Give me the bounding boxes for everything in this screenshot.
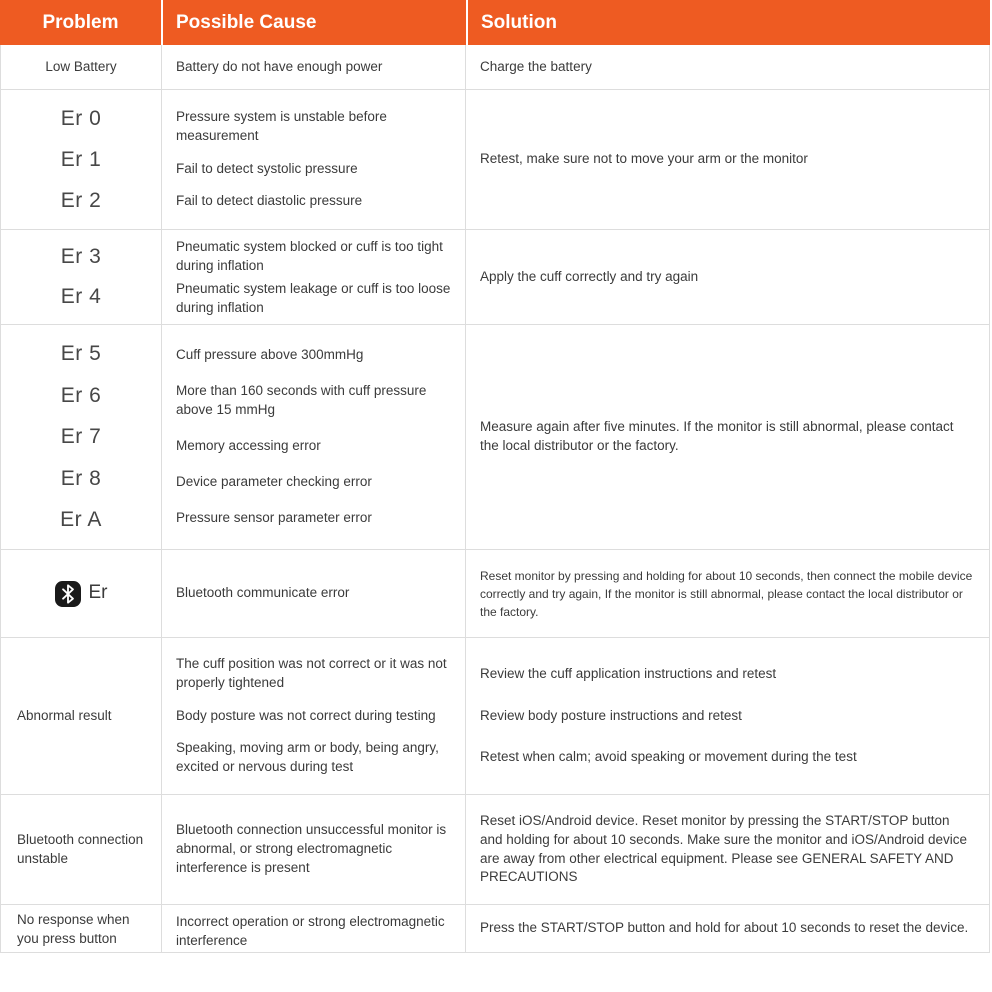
cause-text: Speaking, moving arm or body, being angry, excited or nervous during test <box>176 739 439 774</box>
cause-text: Body posture was not correct during testing <box>176 707 436 723</box>
cause-cell <box>161 325 466 549</box>
cause-cell <box>161 638 466 794</box>
problem-label: Bluetooth connection unstable <box>17 831 144 866</box>
header-possible-cause: Possible Cause <box>161 0 466 45</box>
cause-cell <box>161 90 466 229</box>
table-row <box>1 90 989 230</box>
problem-label: No response when you press button <box>17 912 130 946</box>
cause-text: Fail to detect systolic pressure <box>176 160 358 176</box>
solution-cell <box>466 45 989 89</box>
problem-cell <box>1 90 161 229</box>
problem-cell <box>1 795 161 904</box>
solution-text: Measure again after five minutes. If the monitor is still abnormal, please contact the local distributor or the factory. <box>480 419 954 453</box>
cause-cell <box>161 905 466 952</box>
problem-cell <box>1 550 161 637</box>
solution-cell <box>466 905 989 952</box>
cause-cell <box>161 550 466 637</box>
problem-cell <box>1 905 161 952</box>
solution-text: Reset iOS/Android device. Reset monitor by pressing the START/STOP button and holding for about 10 seconds. Make sure the monitor and iOS/Android device are away from other electrical equipment. Please see GENERAL SAFETY AND PRECAUTIONS <box>480 812 968 885</box>
cause-text: More than 160 seconds with cuff pressure above 15 mmHg <box>176 383 427 417</box>
cause-text: Battery do not have enough power <box>176 58 383 74</box>
solution-cell <box>466 230 989 324</box>
header-solution: Solution <box>466 0 990 45</box>
solution-cell <box>466 325 989 549</box>
cause-text: Bluetooth connection unsuccessful monitor is abnormal, or strong electromagnetic interference is present <box>176 822 447 875</box>
problem-label: Er 4 <box>60 285 102 309</box>
table-row <box>1 550 989 638</box>
table-row <box>1 325 989 550</box>
solution-cell <box>466 550 989 637</box>
solution-cell <box>466 795 989 904</box>
solution-text: Retest when calm; avoid speaking or movement during the test <box>480 749 857 765</box>
problem-label: Er 7 <box>60 425 102 449</box>
problem-label: Low Battery <box>45 58 117 74</box>
table-body <box>0 45 990 953</box>
cause-text: Pressure system is unstable before measurement <box>176 108 387 143</box>
problem-label: Er 2 <box>60 188 102 212</box>
cause-text: Pneumatic system leakage or cuff is too loose during inflation <box>176 280 451 315</box>
problem-cell <box>1 638 161 794</box>
table-row <box>1 795 989 905</box>
solution-text: Reset monitor by pressing and holding for about 10 seconds, then connect the mobile device correctly and try again, If the monitor is still abnormal, please contact the local distributor or the factory. <box>480 568 973 619</box>
solution-text: Press the START/STOP button and hold for about 10 seconds to reset the device. <box>480 920 969 936</box>
bluetooth-icon <box>55 581 81 607</box>
table-header <box>0 0 990 45</box>
cause-text: Pressure sensor parameter error <box>176 510 372 525</box>
problem-label-text: Er <box>88 582 108 604</box>
cause-text: Pneumatic system blocked or cuff is too tight during inflation <box>176 239 443 273</box>
problem-label: Er A <box>60 508 102 532</box>
cause-text: Memory accessing error <box>176 438 321 453</box>
solution-text: Retest, make sure not to move your arm or the monitor <box>480 151 808 167</box>
problem-cell <box>1 325 161 549</box>
solution-cell <box>466 638 989 794</box>
problem-label: Er 5 <box>60 342 102 366</box>
table-row <box>1 230 989 325</box>
problem-cell <box>1 45 161 89</box>
table-row <box>1 45 989 90</box>
solution-text: Apply the cuff correctly and try again <box>480 268 699 284</box>
solution-text: Charge the battery <box>480 58 592 74</box>
table-row <box>1 905 989 952</box>
cause-text: Device parameter checking error <box>176 474 372 489</box>
problem-label: Er 1 <box>60 147 102 171</box>
header-problem: Problem <box>42 11 119 33</box>
cause-cell <box>161 230 466 324</box>
problem-label <box>55 580 108 607</box>
problem-label: Er 0 <box>60 106 102 130</box>
problem-cell <box>1 230 161 324</box>
cause-cell <box>161 795 466 904</box>
cause-text: Cuff pressure above 300mmHg <box>176 347 364 363</box>
problem-label: Er 6 <box>60 383 102 407</box>
cause-text: Fail to detect diastolic pressure <box>176 193 363 209</box>
solution-text: Review the cuff application instructions and retest <box>480 665 777 681</box>
solution-cell <box>466 90 989 229</box>
problem-label: Er 8 <box>60 466 102 490</box>
problem-label: Abnormal result <box>17 707 112 723</box>
cause-text: Bluetooth communicate error <box>176 585 350 601</box>
solution-text: Review body posture instructions and retest <box>480 707 742 723</box>
table-row <box>1 638 989 795</box>
cause-cell <box>161 45 466 89</box>
cause-text: Incorrect operation or strong electromagnetic interference <box>176 914 445 948</box>
problem-label: Er 3 <box>60 245 102 269</box>
cause-text: The cuff position was not correct or it was not properly tightened <box>176 656 447 691</box>
